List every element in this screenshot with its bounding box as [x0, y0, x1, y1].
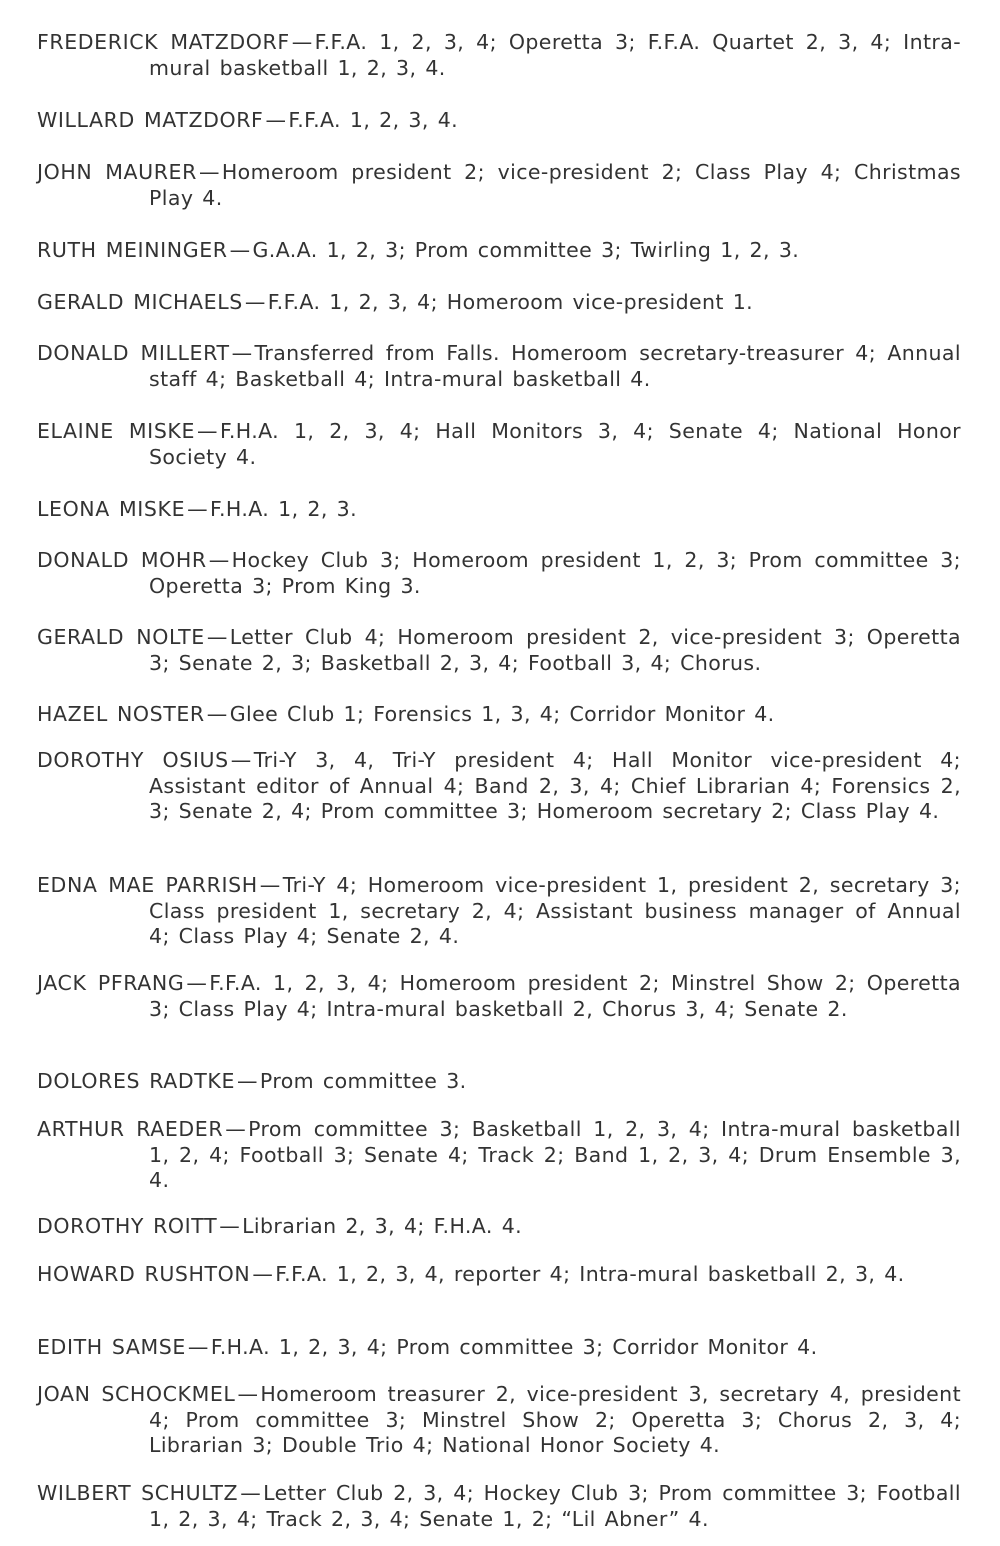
entry-separator: —	[231, 341, 253, 365]
senior-entry	[37, 1262, 961, 1288]
senior-entry	[37, 160, 961, 211]
student-name: LEONA MISKE	[37, 497, 186, 521]
entry-separator: —	[237, 1382, 259, 1406]
student-activities: Librarian 2, 3, 4; F.H.A. 4.	[242, 1214, 523, 1238]
student-activities: G.A.A. 1, 2, 3; Prom committee 3; Twirling 1, 2, 3.	[252, 238, 800, 262]
student-name: DOROTHY ROITT	[37, 1214, 218, 1238]
student-activities: Prom committee 3.	[259, 1069, 467, 1093]
senior-entry	[37, 108, 961, 134]
senior-entry	[37, 341, 961, 392]
student-activities: F.F.A. 1, 2, 3, 4.	[288, 108, 459, 132]
entry-separator: —	[219, 1214, 241, 1238]
senior-entry	[37, 1069, 961, 1095]
student-name: ARTHUR RAEDER	[37, 1117, 224, 1141]
senior-entry	[37, 1214, 961, 1240]
student-activities: Tri-Y 3, 4, Tri-Y president 4; Hall Monitor vice-president 4; Assistant editor of Annual 4; Band 2, 3, 4; Chief Librarian 4; Forensics 2, 3; Senate 2, 4; Prom committee 3; Homeroom secretary 2; Class Play 4.	[149, 748, 961, 823]
senior-entry	[37, 1382, 961, 1459]
student-activities: F.F.A. 1, 2, 3, 4; Operetta 3; F.F.A. Quartet 2, 3, 4; Intra-mural basketball 1, 2, 3, 4.	[149, 30, 961, 80]
entry-separator: —	[187, 497, 209, 521]
entry-separator: —	[225, 1117, 247, 1141]
student-activities: F.H.A. 1, 2, 3, 4; Hall Monitors 3, 4; Senate 4; National Honor Society 4.	[149, 419, 961, 469]
entry-separator: —	[206, 625, 228, 649]
student-name: HOWARD RUSHTON	[37, 1262, 251, 1286]
entry-separator: —	[244, 290, 266, 314]
entry-separator: —	[230, 748, 252, 772]
student-activities: F.H.A. 1, 2, 3, 4; Prom committee 3; Corridor Monitor 4.	[210, 1335, 818, 1359]
student-activities: Letter Club 4; Homeroom president 2, vice-president 3; Operetta 3; Senate 2, 3; Basketball 2, 3, 4; Football 3, 4; Chorus.	[149, 625, 962, 675]
senior-entry	[37, 548, 961, 599]
student-activities: F.F.A. 1, 2, 3, 4; Homeroom vice-president 1.	[267, 290, 754, 314]
senior-entry	[37, 1481, 961, 1532]
senior-entry	[37, 1335, 961, 1361]
student-name: JOAN SCHOCKMEL	[37, 1382, 236, 1406]
entry-separator: —	[187, 1335, 209, 1359]
senior-entry	[37, 1117, 961, 1194]
student-name: JOHN MAURER	[37, 160, 197, 184]
student-name: ELAINE MISKE	[37, 419, 196, 443]
student-activities: F.F.A. 1, 2, 3, 4; Homeroom president 2; Minstrel Show 2; Operetta 3; Class Play 4; Intra-mural basketball 2, Chorus 3, 4; Senate 2.	[149, 971, 961, 1021]
entry-separator: —	[259, 873, 281, 897]
student-activities: Homeroom president 2; vice-president 2; Class Play 4; Christmas Play 4.	[149, 160, 961, 210]
entry-separator: —	[208, 548, 230, 572]
student-name: GERALD NOLTE	[37, 625, 205, 649]
student-name: WILBERT SCHULTZ	[37, 1481, 239, 1505]
student-activities: Tri-Y 4; Homeroom vice-president 1, president 2, secretary 3; Class president 1, secretary 2, 4; Assistant business manager of Annual 4; Class Play 4; Senate 2, 4.	[149, 873, 961, 948]
student-name: DOLORES RADTKE	[37, 1069, 236, 1093]
student-name: WILLARD MATZDORF	[37, 108, 264, 132]
student-name: DONALD MOHR	[37, 548, 207, 572]
senior-entry	[37, 419, 961, 470]
student-name: DOROTHY OSIUS	[37, 748, 229, 772]
student-activities: Homeroom treasurer 2, vice-president 3, secretary 4, president 4; Prom committee 3; Minstrel Show 2; Operetta 3; Chorus 2, 3, 4; Librarian 3; Double Trio 4; National Honor Society 4.	[149, 1382, 962, 1457]
student-name: JACK PFRANG	[37, 971, 185, 995]
senior-entry	[37, 290, 961, 316]
student-name: GERALD MICHAELS	[37, 290, 243, 314]
senior-entry	[37, 625, 961, 676]
student-activities: Transferred from Falls. Homeroom secretary-treasurer 4; Annual staff 4; Basketball 4; Intra-mural basketball 4.	[149, 341, 961, 391]
entry-separator: —	[186, 971, 208, 995]
senior-entry	[37, 30, 961, 81]
student-name: RUTH MEININGER	[37, 238, 228, 262]
entry-separator: —	[291, 30, 313, 54]
student-name: EDITH SAMSE	[37, 1335, 186, 1359]
student-name: FREDERICK MATZDORF	[37, 30, 290, 54]
student-name: EDNA MAE PARRISH	[37, 873, 258, 897]
entry-separator: —	[237, 1069, 258, 1093]
student-activities: F.F.A. 1, 2, 3, 4, reporter 4; Intra-mural basketball 2, 3, 4.	[275, 1262, 905, 1286]
student-activities: Glee Club 1; Forensics 1, 3, 4; Corridor Monitor 4.	[229, 702, 775, 726]
senior-entry	[37, 497, 961, 523]
student-activities: Hockey Club 3; Homeroom president 1, 2, 3; Prom committee 3; Operetta 3; Prom King 3.	[149, 548, 961, 598]
student-name: HAZEL NOSTER	[37, 702, 205, 726]
entry-separator: —	[240, 1481, 262, 1505]
student-name: DONALD MILLERT	[37, 341, 230, 365]
senior-entry	[37, 238, 961, 264]
senior-entry	[37, 702, 961, 728]
entry-separator: —	[197, 419, 218, 443]
entry-separator: —	[265, 108, 287, 132]
student-activities: F.H.A. 1, 2, 3.	[210, 497, 358, 521]
senior-entry	[37, 971, 961, 1022]
entry-separator: —	[198, 160, 220, 184]
entry-separator: —	[206, 702, 228, 726]
entry-separator: —	[252, 1262, 274, 1286]
senior-entry	[37, 873, 961, 950]
student-activities: Letter Club 2, 3, 4; Hockey Club 3; Prom committee 3; Football 1, 2, 3, 4; Track 2, 3, 4; Senate 1, 2; “Lil Abner” 4.	[149, 1481, 961, 1531]
student-activities: Prom committee 3; Basketball 1, 2, 3, 4; Intra-mural basketball 1, 2, 4; Football 3; Senate 4; Track 2; Band 1, 2, 3, 4; Drum Ensemble 3, 4.	[149, 1117, 961, 1192]
senior-entry	[37, 748, 961, 825]
entry-separator: —	[229, 238, 251, 262]
